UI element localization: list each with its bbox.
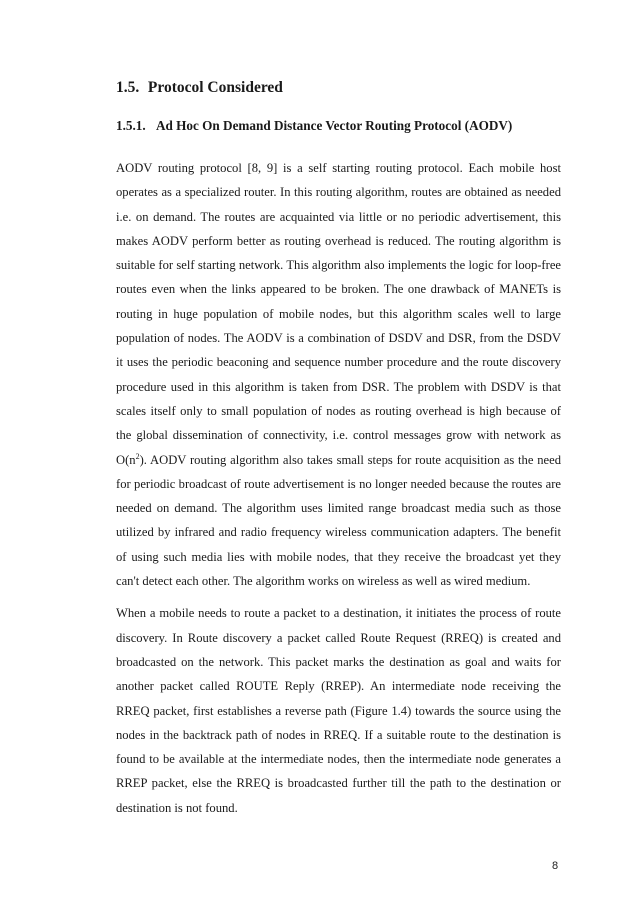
page-content bbox=[116, 78, 561, 828]
page-number: 8 bbox=[552, 860, 559, 872]
paragraph-aodv-overview-part2: ). AODV routing algorithm also takes small steps for route acquisition as the need for periodic broadcast of route advertisement is no longer needed because the routes are needed on demand. The algorithm uses limited range broadcast media such as those utilized by infrared and radio frequency wireless communication adapters. The benefit of using such media lies with mobile nodes, that they receive the broadcast yet they can't detect each other. The algorithm works on wireless as well as wired medium. bbox=[116, 452, 561, 589]
section-title: Protocol Considered bbox=[147, 79, 283, 96]
paragraph-aodv-overview-part1: AODV routing protocol [8, 9] is a self starting routing protocol. Each mobile host operates as a specialized router. In this routing algorithm, routes are obtained as needed i.e. on demand. The routes are acquainted via little or no periodic advertisement, this makes AODV perform better as routing overhead is reduced. The routing algorithm is suitable for self starting network. This algorithm also implements the logic for loop-free routes even when the links appeared to be broken. The one drawback of MANETs is routing in huge population of mobile nodes, but this algorithm scales well to large population of nodes. The AODV is a combination of DSDV and DSR, from the DSDV it uses the periodic beaconing and sequence number procedure and the route discovery procedure used in this algorithm is taken from DSR. The problem with DSDV is that scales itself only to small population of nodes as routing overhead is high because of the global dissemination of connectivity, i.e. control messages grow with network as O(n bbox=[116, 161, 561, 467]
subsection-number: 1.5.1. bbox=[116, 118, 146, 133]
subsection-heading bbox=[116, 117, 561, 135]
subsection-title: Ad Hoc On Demand Distance Vector Routing Protocol (AODV) bbox=[156, 118, 513, 133]
section-heading bbox=[116, 78, 561, 98]
paragraph-route-discovery: When a mobile needs to route a packet to a destination, it initiates the process of route discovery. In Route discovery a packet called Route Request (RREQ) is created and broadcasted on the network. This packet marks the destination as goal and waits for another packet called ROUTE Reply (RREP). An intermediate node receiving the RREQ packet, first establishes a reverse path (Figure 1.4) towards the source using the nodes in the backtrack path of nodes in RREQ. If a suitable route to the destination is found to be available at the intermediate nodes, then the intermediate node generates a RREP packet, else the RREQ is broadcasted further till the path to the destination or destination is not found. bbox=[116, 606, 561, 815]
section-number: 1.5. bbox=[116, 79, 140, 96]
exponent-superscript: 2 bbox=[135, 451, 140, 461]
paragraph-aodv-overview bbox=[116, 156, 561, 593]
